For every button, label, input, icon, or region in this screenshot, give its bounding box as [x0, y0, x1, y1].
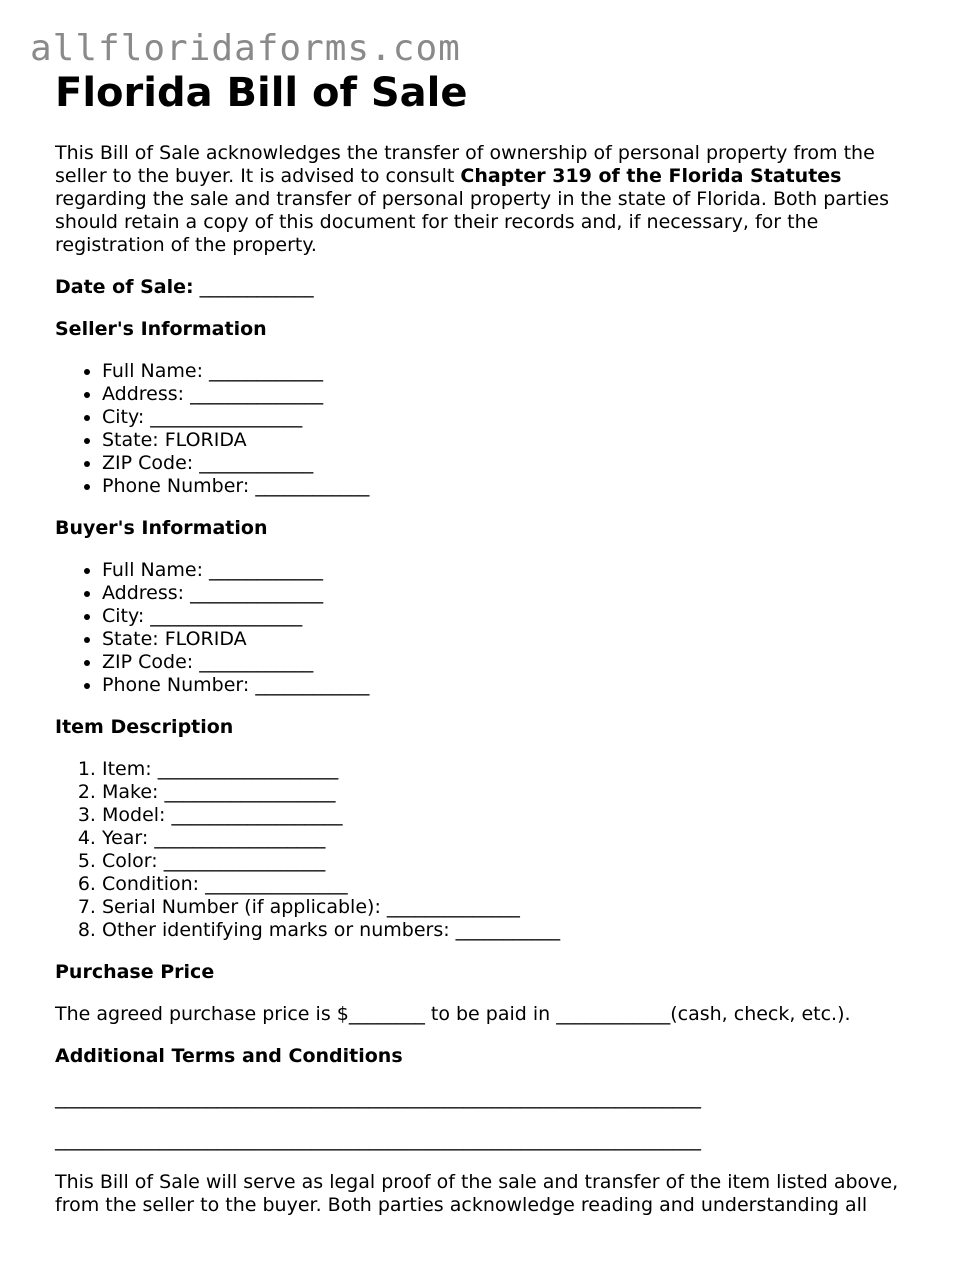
buyer-full-name: • Full Name: ____________: [102, 559, 915, 582]
seller-state: • State: FLORIDA: [102, 429, 915, 452]
year-field: 4. Year: __________________: [102, 827, 915, 850]
date-of-sale-label: Date of Sale:: [55, 276, 194, 298]
color-field: 5. Color: _________________: [102, 850, 915, 873]
buyer-info-list: [55, 559, 915, 697]
item-description-list: [55, 758, 915, 942]
date-of-sale: [55, 276, 915, 299]
serial-number-field: 7. Serial Number (if applicable): ______________: [102, 896, 915, 919]
statute-reference: Chapter 319 of the Florida Statutes: [460, 165, 842, 187]
document-body: [55, 68, 915, 1236]
model-field: 3. Model: __________________: [102, 804, 915, 827]
seller-phone: • Phone Number: ____________: [102, 475, 915, 498]
additional-terms-line: ____________________________________________________________________: [55, 1087, 701, 1109]
make-field: 2. Make: __________________: [102, 781, 915, 804]
seller-address: • Address: ______________: [102, 383, 915, 406]
purchase-price-heading: Purchase Price: [55, 961, 215, 983]
closing-paragraph: This Bill of Sale will serve as legal proof of the sale and transfer of the item listed above, from the seller to the buyer. Both parties acknowledge reading and understanding all: [55, 1171, 899, 1216]
condition-field: 6. Condition: _______________: [102, 873, 915, 896]
purchase-price-text: The agreed purchase price is $________ to be paid in ____________(cash, check, etc.).: [55, 1003, 851, 1025]
item-field: 1. Item: ___________________: [102, 758, 915, 781]
site-watermark: allfloridaforms.com: [30, 28, 461, 69]
seller-zip: • ZIP Code: ____________: [102, 452, 915, 475]
buyer-address: • Address: ______________: [102, 582, 915, 605]
identifying-marks-field: 8. Other identifying marks or numbers: ___________: [102, 919, 915, 942]
additional-terms-line: ____________________________________________________________________: [55, 1129, 701, 1151]
date-of-sale-blank: ____________: [193, 276, 314, 298]
seller-full-name: • Full Name: ____________: [102, 360, 915, 383]
document-title: Florida Bill of Sale: [55, 70, 468, 116]
buyer-city: • City: ________________: [102, 605, 915, 628]
seller-heading: Seller's Information: [55, 318, 267, 340]
seller-info-list: [55, 360, 915, 498]
buyer-state: • State: FLORIDA: [102, 628, 915, 651]
seller-city: • City: ________________: [102, 406, 915, 429]
additional-terms-heading: Additional Terms and Conditions: [55, 1045, 403, 1067]
buyer-zip: • ZIP Code: ____________: [102, 651, 915, 674]
buyer-phone: • Phone Number: ____________: [102, 674, 915, 697]
item-description-heading: Item Description: [55, 716, 234, 738]
intro-text-end: regarding the sale and transfer of personal property in the state of Florida. Both parties should retain a copy of this document for their records and, if necessary, for the registration of the property.: [55, 188, 890, 256]
intro-paragraph: [55, 142, 915, 257]
intro-text-start: This Bill of Sale acknowledges the transfer of ownership of personal property from the seller to the buyer. It is advised to consult: [55, 142, 875, 187]
buyer-heading: Buyer's Information: [55, 517, 268, 539]
